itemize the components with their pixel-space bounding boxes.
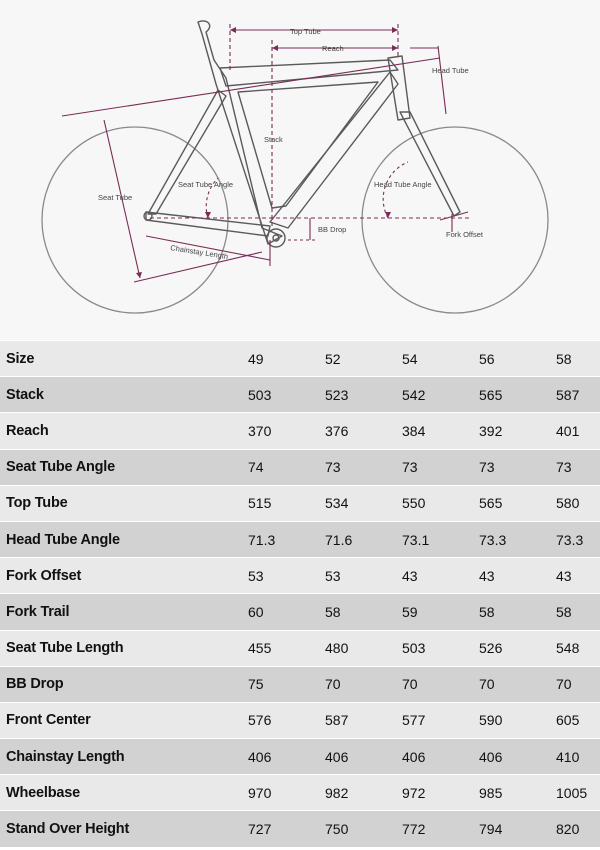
table-cell: 587 bbox=[325, 702, 402, 738]
table-cell: 73 bbox=[479, 449, 556, 485]
table-row bbox=[0, 377, 600, 413]
table-cell: 56 bbox=[479, 341, 556, 377]
table-cell: 58 bbox=[325, 594, 402, 630]
table-cell: 503 bbox=[402, 630, 479, 666]
row-label: Top Tube bbox=[0, 485, 248, 521]
table-cell: 73 bbox=[556, 449, 600, 485]
table-row bbox=[0, 702, 600, 738]
table-cell: 401 bbox=[556, 413, 600, 449]
table-row bbox=[0, 341, 600, 377]
table-cell: 534 bbox=[325, 485, 402, 521]
table-cell: 49 bbox=[248, 341, 325, 377]
label-seat-tube-angle: Seat Tube Angle bbox=[178, 180, 234, 189]
table-row bbox=[0, 449, 600, 485]
table-cell: 384 bbox=[402, 413, 479, 449]
table-cell: 392 bbox=[479, 413, 556, 449]
table-cell: 982 bbox=[325, 775, 402, 811]
table-cell: 58 bbox=[556, 594, 600, 630]
dimension-lines bbox=[62, 24, 470, 282]
table-cell: 53 bbox=[248, 558, 325, 594]
front-wheel bbox=[362, 127, 548, 313]
table-cell: 406 bbox=[325, 739, 402, 775]
row-label: Seat Tube Length bbox=[0, 630, 248, 666]
row-label: BB Drop bbox=[0, 666, 248, 702]
table-cell: 727 bbox=[248, 811, 325, 847]
row-label: Stack bbox=[0, 377, 248, 413]
table-cell: 580 bbox=[556, 485, 600, 521]
frame-drawing bbox=[0, 0, 600, 340]
row-label: Fork Offset bbox=[0, 558, 248, 594]
row-label: Stand Over Height bbox=[0, 811, 248, 847]
table-cell: 577 bbox=[402, 702, 479, 738]
table-cell: 406 bbox=[402, 739, 479, 775]
table-cell: 515 bbox=[248, 485, 325, 521]
table-cell: 43 bbox=[402, 558, 479, 594]
row-label: Head Tube Angle bbox=[0, 521, 248, 557]
label-top-tube: Top Tube bbox=[290, 27, 321, 36]
table-cell: 60 bbox=[248, 594, 325, 630]
label-head-tube: Head Tube bbox=[432, 66, 469, 75]
table-cell: 75 bbox=[248, 666, 325, 702]
table-cell: 406 bbox=[479, 739, 556, 775]
table-cell: 1005 bbox=[556, 775, 600, 811]
label-seat-tube: Seat Tube bbox=[98, 193, 133, 202]
table-cell: 73.1 bbox=[402, 521, 479, 557]
label-bb-drop: BB Drop bbox=[318, 225, 347, 234]
label-reach: Reach bbox=[322, 44, 344, 53]
table-cell: 550 bbox=[402, 485, 479, 521]
table-cell: 73.3 bbox=[479, 521, 556, 557]
table-cell: 410 bbox=[556, 739, 600, 775]
table-cell: 406 bbox=[248, 739, 325, 775]
table-cell: 750 bbox=[325, 811, 402, 847]
table-cell: 43 bbox=[479, 558, 556, 594]
row-label: Reach bbox=[0, 413, 248, 449]
table-cell: 503 bbox=[248, 377, 325, 413]
table-cell: 59 bbox=[402, 594, 479, 630]
table-row bbox=[0, 594, 600, 630]
table-cell: 565 bbox=[479, 377, 556, 413]
table-row bbox=[0, 739, 600, 775]
row-label: Fork Trail bbox=[0, 594, 248, 630]
table-cell: 70 bbox=[556, 666, 600, 702]
geometry-table bbox=[0, 341, 600, 848]
table-cell: 73 bbox=[325, 449, 402, 485]
table-cell: 73 bbox=[402, 449, 479, 485]
table-cell: 590 bbox=[479, 702, 556, 738]
table-cell: 71.6 bbox=[325, 521, 402, 557]
row-label: Size bbox=[0, 341, 248, 377]
table-cell: 58 bbox=[556, 341, 600, 377]
table-cell: 970 bbox=[248, 775, 325, 811]
table-row bbox=[0, 485, 600, 521]
label-stack: Stack bbox=[264, 135, 283, 144]
table-cell: 985 bbox=[479, 775, 556, 811]
table-cell: 52 bbox=[325, 341, 402, 377]
table-cell: 70 bbox=[402, 666, 479, 702]
label-fork-offset: Fork Offset bbox=[446, 230, 483, 239]
table-cell: 53 bbox=[325, 558, 402, 594]
table-row bbox=[0, 521, 600, 557]
table-cell: 71.3 bbox=[248, 521, 325, 557]
table-row bbox=[0, 413, 600, 449]
row-label: Chainstay Length bbox=[0, 739, 248, 775]
table-cell: 43 bbox=[556, 558, 600, 594]
table-cell: 565 bbox=[479, 485, 556, 521]
table-cell: 74 bbox=[248, 449, 325, 485]
row-label: Wheelbase bbox=[0, 775, 248, 811]
table-cell: 58 bbox=[479, 594, 556, 630]
table-cell: 370 bbox=[248, 413, 325, 449]
table-cell: 587 bbox=[556, 377, 600, 413]
rear-wheel bbox=[42, 127, 228, 313]
table-row bbox=[0, 666, 600, 702]
table-cell: 576 bbox=[248, 702, 325, 738]
table-cell: 820 bbox=[556, 811, 600, 847]
table-cell: 70 bbox=[479, 666, 556, 702]
table-cell: 542 bbox=[402, 377, 479, 413]
label-chainstay-length: Chainstay Length bbox=[169, 243, 229, 262]
table-cell: 70 bbox=[325, 666, 402, 702]
table-cell: 794 bbox=[479, 811, 556, 847]
table-cell: 526 bbox=[479, 630, 556, 666]
bike-geometry-diagram bbox=[0, 0, 600, 340]
row-label: Seat Tube Angle bbox=[0, 449, 248, 485]
table-cell: 480 bbox=[325, 630, 402, 666]
frame bbox=[144, 21, 460, 247]
table-cell: 548 bbox=[556, 630, 600, 666]
label-head-tube-angle: Head Tube Angle bbox=[374, 180, 432, 189]
table-cell: 73.3 bbox=[556, 521, 600, 557]
table-row bbox=[0, 558, 600, 594]
geometry-table-body bbox=[0, 341, 600, 847]
table-cell: 376 bbox=[325, 413, 402, 449]
table-cell: 605 bbox=[556, 702, 600, 738]
row-label: Front Center bbox=[0, 702, 248, 738]
table-cell: 523 bbox=[325, 377, 402, 413]
table-cell: 772 bbox=[402, 811, 479, 847]
table-row bbox=[0, 811, 600, 847]
table-cell: 455 bbox=[248, 630, 325, 666]
table-row bbox=[0, 630, 600, 666]
table-cell: 972 bbox=[402, 775, 479, 811]
table-cell: 54 bbox=[402, 341, 479, 377]
table-row bbox=[0, 775, 600, 811]
